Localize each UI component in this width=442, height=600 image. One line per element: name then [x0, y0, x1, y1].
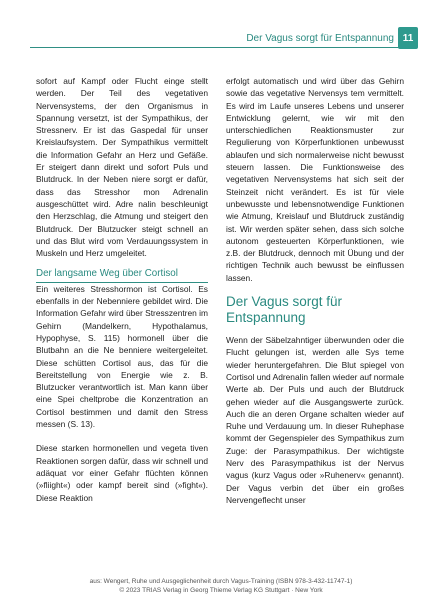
footer-source-line: aus: Wengert, Ruhe und Ausgeglichenheit durch Vagus-Training (ISBN 978-3-432-11747-1) [89, 578, 353, 585]
header-rule [30, 47, 412, 48]
right-column [226, 75, 404, 506]
right-paragraph-1: erfolgt automatisch und wird über das Gehirn sowie das vegetative Nervensys tem vermittelt. Es wird im Laufe unseres Lebens und unserer Entwicklung gelernt, wie wir mit den unterschiedlichen Reaktionsmuster zur Regulierung von Körperfunktionen unbewusst ablaufen und sich normalerweise nicht bewusst steuern lassen. Die Funktionsweise des vegetativen Nervensystems hat sich seit der Steinzeit nicht verändert. Es ist für viele unbewusste und lebensnotwendige Funktionen wie Atmung, Kreislauf und Blutdruck zuständig ist. Wir werden später sehen, dass sich solche autonom gesteuerten Körperfunktionen, wie z.B. der Blutdruck, dennoch mit Übung und der richtigen Technik auch bewusst be einflussen lassen. [226, 76, 404, 283]
left-column [36, 75, 208, 504]
page-number-tab [398, 27, 418, 49]
page-footer [0, 577, 442, 595]
left-paragraph-2: Ein weiteres Stresshormon ist Cortisol. Es ebenfalls in der Nebenniere gebildet wird. Die Information Gefahr wird über Stresszentren im Gehirn (Mandelkern, Hypothalamus, Hypophyse, S. 115) hormonell über die Blutbahn an die Ne benniere weitergeleitet. Diese schütten Cortisol aus, das für die Bereitstellung von Energie wie z. B. Blutzucker verantwortlich ist. Man kann über eine Spei cheltprobe die Konzentration an Cortisol bestimmen und damit den Stress messen (S. 13). [36, 283, 208, 430]
left-paragraph-1: sofort auf Kampf oder Flucht einge stellt werden. Der Teil des vegetativen Nervensystems, der den Organismus in Spannung versetzt, ist der Sympathikus, der Stressnerv. Er ist das Gaspedal für unser Kreislaufsystem. Der Sympathikus vermittelt die Information Gefahr an Herz und Gefäße. Er steigert dann direkt und sofort Puls und Blutdruck. In der Neben niere sorgt er dafür, dass das Stresshor mon Adrenalin ausgeschüttet wird. Adre nalin beschleunigt den Herzschlag, die Atmung und steigert den Blutdruck. Der Blutzucker steigt schnell an und das Blut wird vom Verdauungssystem in Muskeln und Herz umgeleitet. [36, 76, 208, 259]
right-paragraph-2: Wenn der Säbelzahntiger überwunden oder die Flucht gelungen ist, werden alle Sys teme wieder heruntergefahren. Die Blut spiegel von Cortisol und Adrenalin fallen wieder auf normale Werte ab. Der Puls und auch der Blutdruck gehen wieder auf die Ausgangswerte zurück. Auch die an deren Organe schalten wieder auf Ruhe und Verdauung um. In dieser Ruhephase kommt der Gegenspieler des Sympathikus zum Zuge: der Parasympathikus. Der wichtigste Nerv des Parasympathikus ist der Nervus vagus (kurz Vagus oder »Ruhenerv« genannt). Der Vagus verbin det über ein großes Nervengeflecht unser [226, 335, 404, 505]
footer-copyright-line: © 2023 TRIAS Verlag in Georg Thieme Verlag KG Stuttgart · New York [119, 587, 323, 594]
left-paragraph-3: Diese starken hormonellen und vegeta tiven Reaktionen sorgen dafür, dass wir schnell und adäquat vor einer Gefahr flüchten können (»fliight«) oder kampf bereit sind (»fight«). Diese Reaktion [36, 443, 208, 503]
subheading-cortisol: Der langsame Weg über Cortisol [36, 268, 178, 280]
section-title-vagus: Der Vagus sorgt für Entspannung [226, 294, 343, 326]
page-number: 11 [402, 32, 414, 44]
running-head-title: Der Vagus sorgt für Entspannung [246, 33, 394, 44]
